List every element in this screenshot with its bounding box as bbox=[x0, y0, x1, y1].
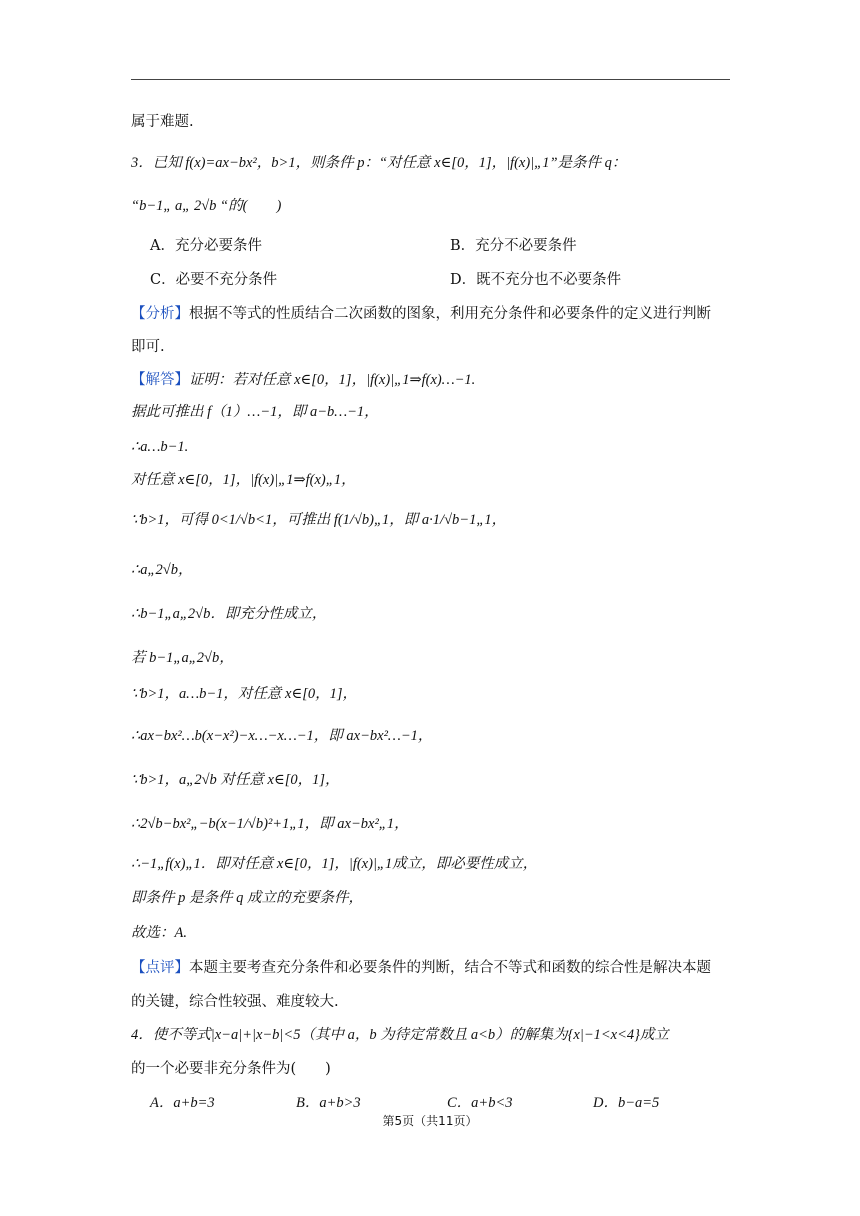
text-line: ∴a„2√b， bbox=[131, 562, 193, 578]
solution-tag: 【解答】 bbox=[131, 372, 189, 388]
option-b: B．充分不必要条件 bbox=[450, 238, 577, 254]
question-3-condition: “b−1„ a„ 2√b “的( ) bbox=[131, 198, 282, 214]
option-b: B．a+b>3 bbox=[296, 1095, 361, 1111]
text-line: ∵b>1，a…b−1，对任意 x∈[0，1]， bbox=[131, 686, 358, 702]
text-line: 据此可推出 f（1）…−1，即 a−b…−1， bbox=[131, 404, 379, 420]
solution-text: 证明：若对任意 x∈[0，1]，|f(x)|„1⇒f(x)…−1. bbox=[189, 372, 476, 388]
text-line: ∵b>1，可得 0<1/√b<1，可推出 f(1/√b)„1，即 a·1/√b−1„1， bbox=[131, 512, 507, 528]
option-a: A．充分必要条件 bbox=[150, 238, 262, 254]
text-line: 即条件 p 是条件 q 成立的充要条件， bbox=[131, 890, 363, 906]
text-line: ∵b>1，a„2√b 对任意 x∈[0，1]， bbox=[131, 772, 340, 788]
page-footer: 第5页（共11页） bbox=[382, 1114, 478, 1128]
text-line: 若 b−1„a„2√b， bbox=[131, 650, 234, 666]
text-line: ∴b−1„a„2√b．即充分性成立， bbox=[131, 606, 327, 622]
question-4-stem: 4．使不等式|x−a|+|x−b|<5（其中 a，b 为待定常数且 a<b）的解集为{x|−1<x<4}成立 bbox=[131, 1027, 669, 1043]
text-line: 即可. bbox=[131, 339, 165, 355]
comment-line bbox=[131, 958, 711, 978]
text-line: ∴a…b−1. bbox=[131, 439, 189, 455]
text-line: ∴−1„f(x)„1．即对任意 x∈[0，1]，|f(x)|„1成立，即必要性成立， bbox=[131, 856, 538, 872]
analysis-tag: 【分析】 bbox=[131, 306, 189, 322]
solution-line bbox=[131, 370, 475, 390]
comment-text: 本题主要考查充分条件和必要条件的判断，结合不等式和函数的综合性是解决本题 bbox=[189, 960, 711, 976]
text-line: 属于难题. bbox=[131, 114, 194, 130]
text-line: ∴ax−bx²…b(x−x²)−x…−x…−1，即 ax−bx²…−1， bbox=[131, 728, 433, 744]
text-line: ∴2√b−bx²„−b(x−1/√b)²+1„1，即 ax−bx²„1， bbox=[131, 816, 409, 832]
option-c: C．a+b<3 bbox=[447, 1095, 513, 1111]
text-line: 对任意 x∈[0，1]，|f(x)|„1⇒f(x)„1， bbox=[131, 472, 356, 488]
text-line: 的一个必要非充分条件为( ) bbox=[131, 1061, 331, 1077]
analysis-text: 根据不等式的性质结合二次函数的图象，利用充分条件和必要条件的定义进行判断 bbox=[189, 306, 711, 322]
option-d: D．b−a=5 bbox=[593, 1095, 660, 1111]
analysis-line bbox=[131, 304, 711, 324]
text-line: 的关键，综合性较强、难度较大. bbox=[131, 994, 339, 1010]
question-3-stem: 3．已知 f(x)=ax−bx²，b>1，则条件 p：“对任意 x∈[0，1]，|f(x)|„1”是条件 q： bbox=[131, 155, 627, 171]
header-rule bbox=[131, 79, 730, 80]
option-c: C．必要不充分条件 bbox=[150, 272, 278, 288]
option-d: D．既不充分也不必要条件 bbox=[450, 272, 622, 288]
option-a: A．a+b=3 bbox=[150, 1095, 215, 1111]
answer-line: 故选：A. bbox=[131, 925, 187, 941]
comment-tag: 【点评】 bbox=[131, 960, 189, 976]
